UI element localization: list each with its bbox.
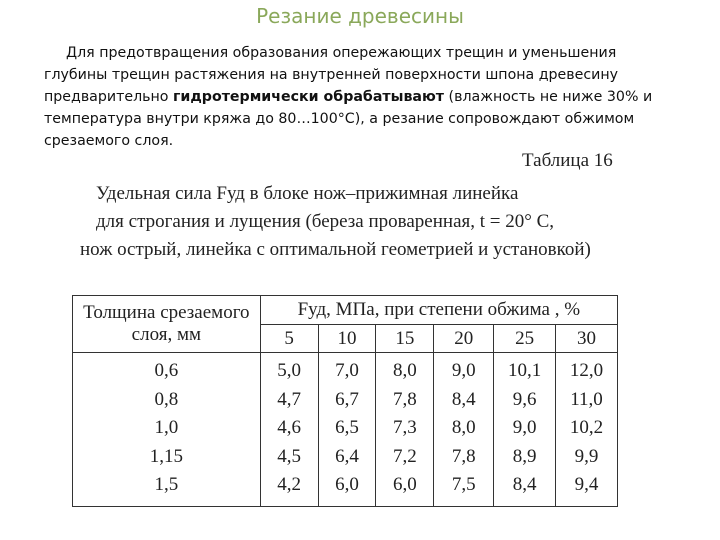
force-value: 5,0 [277,360,301,381]
force-value: 8,0 [392,360,417,381]
force-value: 9,9 [574,445,599,467]
thickness-value: 1,0 [154,417,179,438]
force-column-15 [376,353,434,507]
thickness-value: 0,8 [154,388,179,410]
force-table [72,295,618,507]
thickness-value: 0,6 [154,360,179,381]
force-value: 4,5 [277,445,301,467]
force-column-25 [494,353,556,507]
compression-30: 30 [556,325,618,353]
force-value: 9,6 [512,388,537,410]
header-force: Fуд, МПа, при степени обжима , % [260,296,617,325]
force-value: 9,4 [574,474,599,495]
force-value: 4,2 [277,474,301,495]
force-value: 7,0 [335,360,359,381]
intro-paragraph [44,42,684,152]
compression-25: 25 [494,325,556,353]
force-value: 4,7 [277,388,301,410]
force-value: 6,0 [392,474,417,495]
force-value: 6,4 [335,445,359,467]
force-value: 11,0 [570,388,603,410]
paragraph-line: глубины трещин растяжения на внутренней поверхности шпона древесину [44,67,619,83]
force-value: 9,0 [512,417,537,438]
thickness-value: 1,5 [154,474,179,495]
bold-phrase: гидротермически обрабатывают [173,89,445,105]
force-column-30 [556,353,618,507]
slide-title: Резание древесины [256,4,464,28]
compression-15: 15 [376,325,434,353]
header-thickness-line1: Толщина срезаемого [83,302,250,323]
caption-line: нож острый, линейка с оптимальной геометрией и установкой) [80,239,591,260]
paragraph-text: (влажность не ниже 30% и [444,89,653,105]
force-value: 12,0 [569,360,604,381]
force-value: 7,8 [451,445,476,467]
table-caption [80,180,620,264]
compression-20: 20 [434,325,494,353]
force-value: 7,5 [451,474,476,495]
caption-line: для строгания и лущения (береза проваренная, t = 20° С, [96,211,555,232]
header-thickness-line2: слоя, мм [131,324,201,345]
paragraph-line: срезаемого слоя. [44,133,174,149]
force-value: 6,7 [335,388,359,410]
force-value: 10,1 [507,360,542,381]
force-value: 9,0 [451,360,476,381]
compression-10: 10 [318,325,376,353]
force-column-5 [260,353,318,507]
force-value: 8,0 [451,417,476,438]
paragraph-line [44,86,684,108]
force-value: 8,4 [512,474,537,495]
force-value: 8,4 [451,388,476,410]
force-value: 7,8 [392,388,417,410]
force-column-10 [318,353,376,507]
thickness-column [73,353,261,507]
thickness-value: 1,15 [149,445,183,467]
compression-5: 5 [260,325,318,353]
force-value: 4,6 [277,417,301,438]
paragraph-text: предварительно [44,89,173,105]
paragraph-line: температура внутри кряжа до 80…100°С), а резание сопровождают обжимом [44,111,635,127]
caption-line: Удельная сила Fуд в блоке нож–прижимная линейка [96,183,519,204]
force-value: 6,5 [335,417,359,438]
force-value: 10,2 [569,417,604,438]
table-number: Таблица 16 [522,150,613,171]
force-value: 8,9 [512,445,537,467]
header-thickness [73,296,261,353]
force-column-20 [434,353,494,507]
force-value: 7,2 [392,445,417,467]
force-value: 7,3 [392,417,417,438]
paragraph-line: Для предотвращения образования опережающих трещин и уменьшения [66,45,617,61]
force-value: 6,0 [335,474,359,495]
